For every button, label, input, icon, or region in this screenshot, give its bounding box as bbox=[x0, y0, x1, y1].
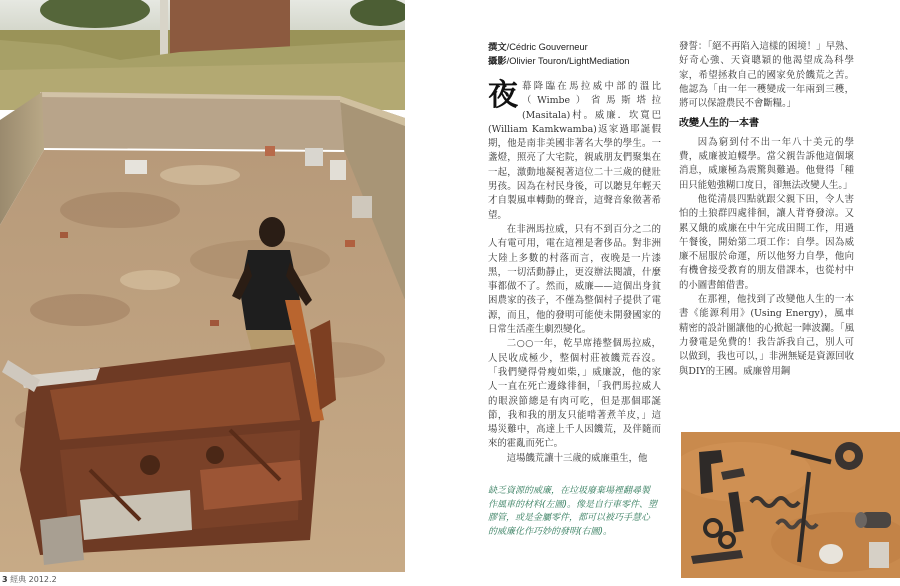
photographer-name: /Olivier Touron/LightMediation bbox=[506, 56, 630, 66]
paragraph: 這場饑荒讓十三歲的威廉重生，他 bbox=[506, 452, 648, 464]
photographer-label: 攝影 bbox=[488, 56, 507, 66]
paragraph: 發誓：「絕不再陷入這樣的困境！」早熟、好奇心強、天資聰穎的他渴望成為科學家，希望拯救自己的國家免於饑荒之苦。他認為「由一年一穫變成一年兩到三穫，將可以保證農民不會斷糧。」 bbox=[679, 41, 854, 110]
paragraph: 他從清晨四點就跟父親下田，令人害怕的土狼群四處徘徊，讓人背脊發涼。又累又餓的威廉在中午完成田間工作，用過午餐後，開始第二項工作：自學。因為威廉不屈服於命運，所以他努力自學，他向有機會接受教育的朋友借課本，也從村中的小圖書館借書。 bbox=[679, 193, 854, 291]
drop-cap: 夜 bbox=[488, 78, 518, 113]
page-footer bbox=[2, 574, 57, 585]
paragraph: 二○○一年，乾旱席捲整個馬拉威，人民收成極少，整個村莊被饑荒吞沒。「我們變得骨瘦如柴，」威廉說，他的家人一直在死亡邊緣徘徊，「我們馬拉威人的眼淚節總是有肉可吃，但是那個耶誕節，我和我的朋友只能啃著煮羊皮，」這場災難中，高達上千人因饑荒，及伴隨而來的霍亂而死亡。 bbox=[488, 338, 661, 450]
junkyard-photo bbox=[0, 0, 405, 572]
article-credits bbox=[488, 40, 678, 68]
writer-label: 撰文 bbox=[488, 42, 507, 52]
page-number: 3 bbox=[2, 575, 8, 584]
paragraph: 在非洲馬拉威，只有不到百分之二的人有電可用，電在這裡是奢侈品。對非洲大陸上多數的村落而言，夜晚是一片漆黑，一切活動靜止，更沒辦法閱讀，什麼事都做不了。然而，威廉——這個出身貧困農家的孩子，不僅為整個村子提供了電源，而且，他的發明可能使未開發國家的日常生活產生劇烈變化。 bbox=[488, 223, 661, 336]
paragraph: 在那裡，他找到了改變他人生的一本書《能源利用》(Using Energy)，風車精密的設計圖讓他的心掀起一陣波瀾。「風力發電是免費的！我告訴我自己，別人可以做到，我也可以，」非洲無疑是資源回收與DIY的王國。威廉曾用鋼 bbox=[679, 294, 854, 377]
publication-date: 經典 2012.2 bbox=[10, 575, 57, 584]
section-heading: 改變人生的一本書 bbox=[679, 118, 759, 130]
writer-credit bbox=[488, 40, 678, 54]
paragraph: 夜幕降臨在馬拉威中部的溫比（Wimbe）省馬斯塔拉(Masitala)村。威廉．坎寬巴(William Kamkwamba)返家過耶誕假期，他是南非美國非著名大學的學生。一盞燈，照亮了大宅院，親戚朋友們聚集在一起，激動地凝視著這位二十三歲的健壯男孩。因為在村民身後，可以聽見年輕天才自製風車轉動的聲音，這聲音象徵著希望。 bbox=[488, 78, 661, 221]
photo-caption: 缺乏資源的威廉，在垃圾廢棄場裡翻尋製作風車的材料(左圖)。像是自行車零件、塑膠管，或是金屬零件，都可以被巧手慧心的威廉化作巧妙的發明(右圖)。 bbox=[488, 486, 658, 537]
scrap-parts-photo bbox=[681, 432, 900, 578]
writer-name: /Cédric Gouverneur bbox=[506, 42, 588, 52]
photographer-credit bbox=[488, 54, 678, 68]
paragraph: 因為窮到付不出一年八十美元的學費，威廉被迫輟學。當父親告訴他這個壞消息，威廉極為震驚與難過。他覺得「種田只能勉強糊口度日，卻無法改變人生。」 bbox=[679, 136, 854, 191]
article-column-1 bbox=[488, 80, 661, 466]
article-column-2 bbox=[679, 40, 854, 379]
